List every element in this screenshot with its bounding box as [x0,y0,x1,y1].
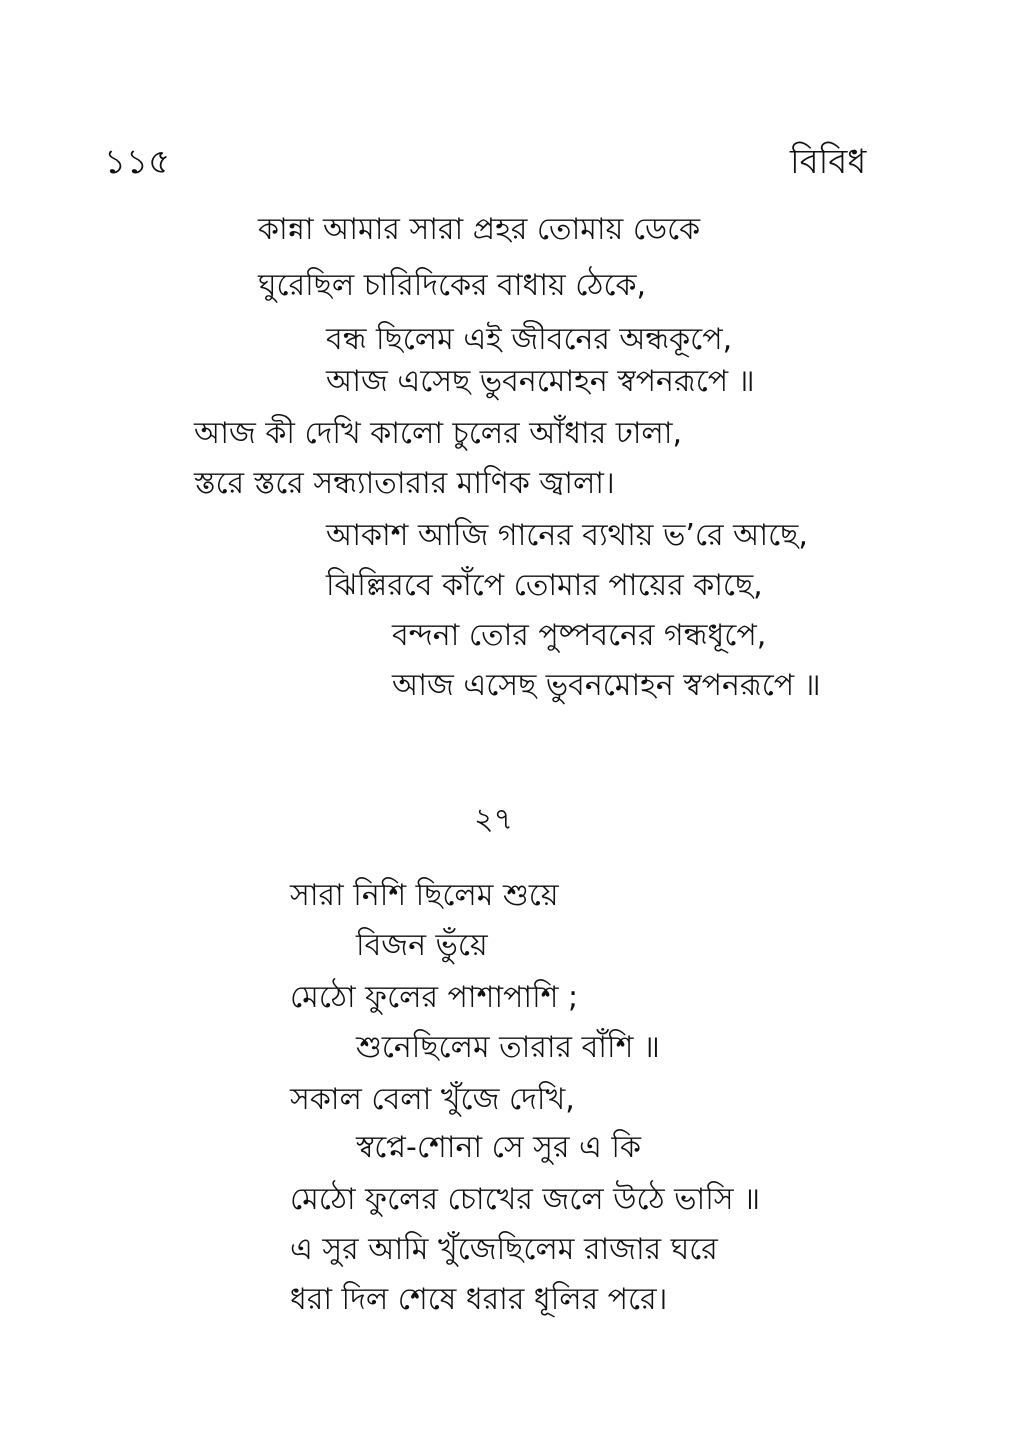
poem-line: স্তরে স্তরে সন্ধ্যাতারার মাণিক জ্বালা। [194,466,615,501]
poem-line: আজ কী দেখি কালো চুলের আঁধার ঢালা, [194,416,683,451]
poem-line: ধরা দিল শেষে ধরার ধূলির পরে। [290,1282,668,1317]
poem-line: বন্দনা তোর পুষ্পবনের গন্ধধূপে, [392,618,767,653]
poem-line: শুনেছিলেম তারার বাঁশি ॥ [356,1030,660,1065]
poem-line: ঘুরেছিল চারিদিকের বাধায় ঠেকে, [258,268,647,303]
poem-line: এ সুর আমি খুঁজেছিলেম রাজার ঘরে [290,1232,718,1267]
poem-line: বিজন ভুঁয়ে [356,928,488,963]
poem-line: স্বপ্নে-শোনা সে সুর এ কি [356,1130,641,1165]
poem-line: বন্ধ ছিলেম এই জীবনের অন্ধকূপে, [326,322,733,357]
song-number: ২৭ [474,802,514,837]
poem-line: সারা নিশি ছিলেম শুয়ে [290,878,559,913]
poem-line: কান্না আমার সারা প্রহর তোমায় ডেকে [258,212,701,247]
poem-line: মেঠো ফুলের পাশাপাশি ; [290,980,579,1015]
poem-line: আজ এসেছ ভুবনমোহন স্বপনরূপে ॥ [392,668,821,703]
poem-line: আকাশ আজি গানের ব্যথায় ভ’রে আছে, [326,518,808,553]
poem-line: মেঠো ফুলের চোখের জলে উঠে ভাসি ॥ [290,1182,761,1217]
page-number: ১১৫ [104,142,171,182]
running-header-title: বিবিধ [790,142,867,182]
poem-line: ঝিল্লিরবে কাঁপে তোমার পায়ের কাছে, [326,568,763,603]
poem-line: আজ এসেছ ভুবনমোহন স্বপনরূপে ॥ [326,364,755,399]
poem-line: সকাল বেলা খুঁজে দেখি, [290,1082,575,1117]
